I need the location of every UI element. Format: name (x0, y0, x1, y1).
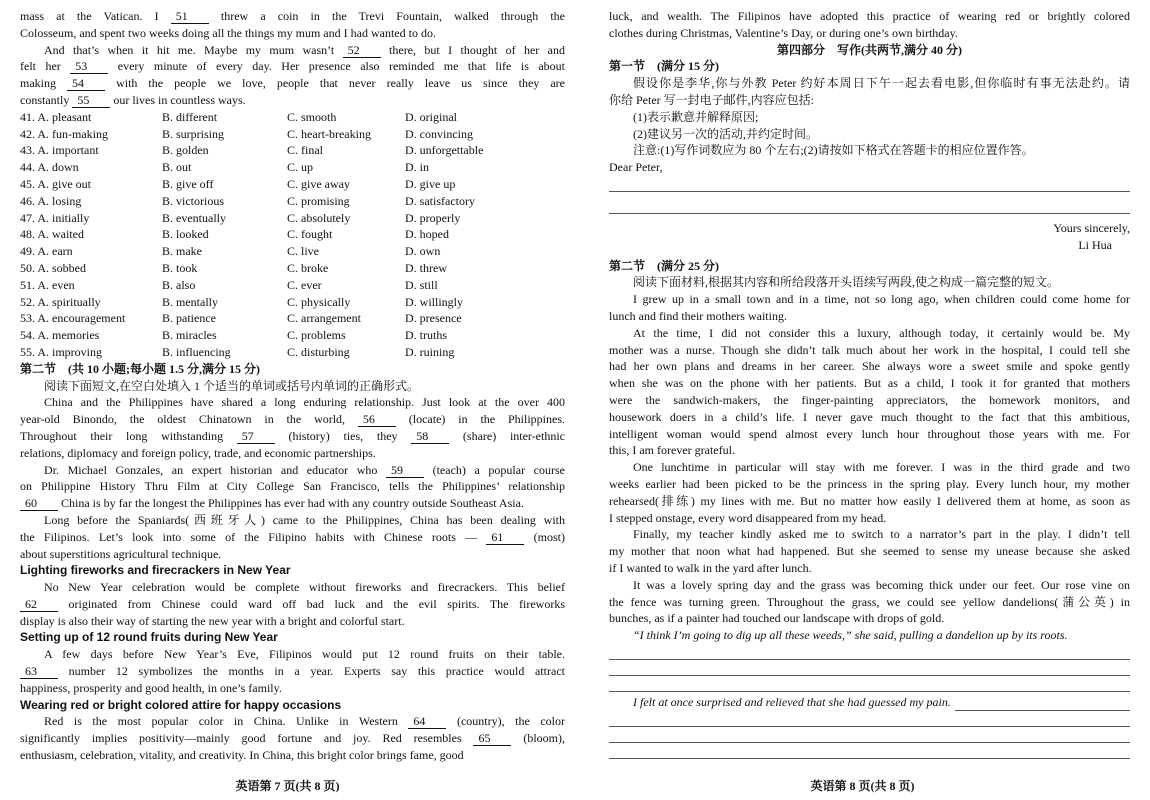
paragraph (20, 462, 565, 512)
text-segment: this, I am forever grateful. (609, 443, 735, 458)
writing-line (609, 676, 1130, 692)
paragraph (20, 579, 565, 629)
text-line (20, 596, 565, 613)
option-choice: D. presence (405, 311, 462, 326)
text-segment: It was a lovely spring day and the grass was becoming thick under our feet. Our rose vine on (633, 577, 1130, 592)
paragraph (20, 8, 565, 42)
option-row (20, 310, 565, 327)
text-segment: Throughout their long withstanding (20, 428, 237, 443)
text-segment: there, but I thought of her and (380, 42, 565, 57)
option-choice: C. broke (287, 260, 329, 275)
text-line (609, 543, 1130, 560)
option-row (20, 243, 565, 260)
text-line (609, 476, 1130, 493)
text-line (20, 579, 565, 596)
text-segment: A few days before New Year’s Eve, Filipinos would put 12 round fruits on their table. (44, 647, 565, 662)
option-choice: 43. A. important (20, 143, 99, 158)
text-segment: year-old Binondo, the oldest Chinatown in the world, (20, 412, 358, 427)
option-choice: B. different (162, 109, 218, 124)
text-segment: making (20, 76, 68, 91)
text-line (609, 442, 1130, 459)
option-choice: B. influencing (162, 344, 231, 359)
page-footer: 英语第 7 页(共 8 页) (235, 779, 340, 793)
text-line (609, 610, 1130, 627)
text-line (20, 646, 565, 663)
paragraph (20, 713, 565, 763)
option-choice: 52. A. spiritually (20, 294, 101, 309)
option-choice: C. ever (287, 277, 322, 292)
continuation-cue: I felt at once surprised and relieved that she had guessed my pain. (633, 694, 951, 709)
text-segment: At the time, I did not consider this a luxury, although today, it certainly would be. My (633, 325, 1130, 340)
text-segment: when she was on the phone with her patients. But as a child, I took it for granted that mothers (609, 376, 1130, 391)
text-segment: China and the Philippines have shared a long enduring relationship. Just look at the over 400 (44, 395, 565, 410)
option-choice: 49. A. earn (20, 244, 73, 259)
text-line (609, 325, 1130, 342)
text-line (609, 75, 1130, 92)
text-segment: Finally, my teacher kindly asked me to switch to a narrator’s part in the play. I didn’t tell (633, 527, 1130, 542)
option-choice: C. final (287, 143, 323, 158)
text-line (20, 75, 565, 92)
text-line (20, 92, 565, 109)
text-line (20, 747, 565, 764)
option-choice: C. promising (287, 193, 350, 208)
option-row (20, 210, 565, 227)
text-segment: Long before the Spaniards(西班牙人) came to the Philippines, China has been dealing with (44, 512, 565, 527)
text-line (609, 8, 1130, 25)
option-choice: C. up (287, 160, 314, 175)
text-segment: (country), the color (446, 714, 565, 729)
subheading: Setting up of 12 round fruits during New Year (20, 630, 278, 645)
option-row (20, 142, 565, 159)
text-segment: with the people we love, people that never really leave us since they are (105, 76, 565, 91)
option-row (20, 159, 565, 176)
blank-number: 58 (411, 430, 449, 444)
option-choice: D. satisfactory (405, 193, 475, 208)
text-line (609, 577, 1130, 594)
text-line (609, 459, 1130, 476)
paragraph (20, 42, 565, 109)
text-line (609, 594, 1130, 611)
option-choice: B. took (162, 260, 198, 275)
text-line (609, 560, 1130, 577)
writing-line (609, 743, 1130, 759)
text-segment: were the sandwich-makers, the finger-painting appreciators, the homework monitors, and (609, 392, 1130, 407)
option-choice: C. arrangement (287, 311, 361, 326)
section-instruction: 阅读下面材料,根据其内容和所给段落开头语续写两段,使之构成一篇完整的短文。 (633, 275, 1060, 290)
text-line (609, 25, 1130, 42)
option-choice: D. still (405, 277, 438, 292)
option-choice: 44. A. down (20, 160, 79, 175)
text-line (20, 546, 565, 563)
text-line (609, 358, 1130, 375)
option-choice: 45. A. give out (20, 176, 91, 191)
text-line (609, 392, 1130, 409)
paragraph (20, 394, 565, 461)
text-segment: relations, diplomacy and foreign policy, trade, and economic partnerships. (20, 445, 376, 460)
option-choice: D. in (405, 160, 429, 175)
paragraph (609, 291, 1130, 325)
option-choice: D. original (405, 109, 457, 124)
option-choice: 46. A. losing (20, 193, 82, 208)
writing-line (609, 660, 1130, 676)
subheading: Lighting fireworks and firecrackers in New Year (20, 563, 291, 578)
blank-number: 52 (343, 44, 381, 58)
option-choice: B. make (162, 244, 202, 259)
text-segment: if I wanted to walk in the yard after lunch. (609, 560, 812, 575)
option-choice: B. patience (162, 311, 216, 326)
text-segment: (bloom), (511, 731, 565, 746)
text-line (20, 713, 565, 730)
option-choice: B. looked (162, 227, 209, 242)
text-segment: (locate) in the Philippines. (395, 412, 565, 427)
text-line (20, 411, 565, 428)
text-line (20, 680, 565, 697)
task-point: (2)建议另一次的活动,并约定时间。 (633, 126, 818, 141)
text-segment: my mother that noon what had happened. But she seemed to sense my unease because she asked (609, 544, 1130, 559)
blank-number: 56 (358, 413, 396, 427)
option-choice: C. fought (287, 227, 333, 242)
text-line (20, 428, 565, 445)
writing-line (609, 198, 1130, 214)
text-segment: mother was a nurse. Though she didn’t talk much about her work in the hospital, I could tell she (609, 342, 1130, 357)
task-points (609, 109, 1130, 143)
option-choice: C. live (287, 244, 319, 259)
option-choice: D. own (405, 244, 441, 259)
text-line (609, 308, 1130, 325)
section-heading: 第一节 (满分 15 分) (609, 59, 719, 74)
option-choice: D. hoped (405, 227, 449, 242)
text-line (20, 529, 565, 546)
text-segment: Dr. Michael Gonzales, an expert historian and educator who (44, 462, 386, 477)
greeting: Dear Peter, (609, 160, 663, 175)
paragraph (609, 459, 1130, 526)
blank-number: 57 (237, 430, 275, 444)
option-choice: D. convincing (405, 126, 473, 141)
page-footer: 英语第 8 页(共 8 页) (810, 779, 915, 793)
text-segment: rehearsed(排练) my lines with me. But no matter how easily I delivered them at home, as soon as (609, 493, 1130, 508)
paragraph (20, 646, 565, 696)
option-choice: C. give away (287, 176, 350, 191)
blank-number: 54 (67, 77, 105, 91)
task-point: (1)表示歉意并解释原因; (633, 109, 759, 124)
text-line (20, 512, 565, 529)
text-segment: (share) inter-ethnic (449, 428, 565, 443)
text-segment: mass at the Vatican. I (20, 9, 171, 23)
text-segment: I grew up in a small town and in a time, not so long ago, when children could come home for (633, 292, 1130, 307)
option-choice: 48. A. waited (20, 227, 84, 242)
blank-number: 65 (473, 732, 511, 746)
text-segment: (history) ties, they (274, 428, 412, 443)
option-row (20, 327, 565, 344)
text-segment: constantly (20, 92, 73, 107)
cue-row (609, 694, 1130, 711)
text-segment: number 12 symbolizes the months in a year. Experts say this practice would attract (58, 664, 565, 679)
text-segment: One lunchtime in particular will stay with me forever. I was in the third grade and two (633, 460, 1130, 475)
option-choice: 42. A. fun-making (20, 126, 108, 141)
text-segment: the fence was turning green. Throughout the grass, we could see yellow dandelions(蒲公英) in (609, 594, 1130, 609)
option-choice: 47. A. initially (20, 210, 90, 225)
blank-number: 61 (486, 531, 524, 545)
text-segment: on Philippine History Thru Film at City College San Francisco, tells the Philippines’ relationship (20, 479, 565, 494)
option-choice: D. threw (405, 260, 447, 275)
text-line (20, 613, 565, 630)
blank-number: 60 (20, 497, 58, 511)
task-description (609, 75, 1130, 109)
text-segment: And that’s when it hit me. Maybe my mum wasn’t (44, 42, 343, 57)
text-line (20, 445, 565, 462)
paragraph (609, 577, 1130, 627)
text-segment: Colosseum, and spent two weeks doing all the things my mum and I had wanted to do. (20, 25, 436, 40)
writing-line (955, 698, 1130, 711)
text-line (20, 8, 565, 25)
option-choice: 53. A. encouragement (20, 311, 126, 326)
text-segment: about superstitions agricultural technique. (20, 546, 222, 561)
blank-number: 59 (386, 464, 424, 478)
blank-number: 64 (408, 715, 446, 729)
writing-line (609, 644, 1130, 660)
text-line (609, 493, 1130, 510)
option-choice: D. properly (405, 210, 461, 225)
option-row (20, 109, 565, 126)
text-segment: (teach) a popular course (423, 462, 565, 477)
option-choice: B. mentally (162, 294, 218, 309)
paragraph (609, 325, 1130, 459)
options-list (20, 109, 565, 361)
text-segment: (most) (524, 529, 565, 544)
text-segment: the Filipinos. Let’s look into some of the Filipino habits with Chinese roots — (20, 529, 487, 544)
text-segment: our lives in countless ways. (110, 92, 246, 107)
section-heading: 第二节 (满分 25 分) (609, 258, 719, 273)
text-line (609, 526, 1130, 543)
text-segment: enthusiasm, celebration, vitality, and creativity. In China, this bright color brings fame, good (20, 748, 464, 763)
text-segment: luck, and wealth. The Filipinos have adopted this practice of wearing red or brightly colored (609, 9, 1130, 23)
blank-number: 55 (72, 94, 110, 108)
text-segment: No New Year celebration would be complete without fireworks and firecrackers. This belief (44, 580, 565, 595)
text-segment: happiness, prosperity and good health, in one’s family. (20, 680, 282, 695)
option-choice: C. heart-breaking (287, 126, 371, 141)
option-choice: B. victorious (162, 193, 224, 208)
text-segment: clothes during Christmas, Valentine’s Day, or during one’s own birthday. (609, 25, 958, 40)
text-segment: had her own plans and dreams in her career. She always wore a sweet smile and spoke gently (609, 359, 1130, 374)
text-segment: 你给 Peter 写一封电子邮件,内容应包括: (609, 92, 814, 107)
option-choice: 41. A. pleasant (20, 109, 92, 124)
paragraph (20, 512, 565, 562)
option-choice: 54. A. memories (20, 328, 100, 343)
option-row (20, 126, 565, 143)
option-choice: C. disturbing (287, 344, 350, 359)
option-choice: C. physically (287, 294, 351, 309)
option-choice: B. eventually (162, 210, 226, 225)
blank-number: 51 (171, 10, 209, 24)
option-row (20, 294, 565, 311)
option-choice: B. golden (162, 143, 209, 158)
option-choice: 51. A. even (20, 277, 75, 292)
text-line (609, 409, 1130, 426)
option-row (20, 260, 565, 277)
option-choice: B. miracles (162, 328, 217, 343)
text-segment: significantly implies positivity—mainly good fortune and joy. Red resembles (20, 731, 474, 746)
text-line (20, 42, 565, 59)
section-heading: 第二节 (共 10 小题;每小题 1.5 分,满分 15 分) (20, 361, 260, 376)
text-segment: weeks earlier had been picked to be the princess in the spring play. Every lunch hour, my mother (609, 476, 1130, 491)
text-segment: 假设你是李华,你与外教 Peter 约好本周日下午一起去看电影,但你临时有事无法赴约。请 (633, 76, 1130, 91)
text-segment: lunch and find their mothers waiting. (609, 308, 787, 323)
option-choice: 50. A. sobbed (20, 260, 86, 275)
option-row (20, 226, 565, 243)
option-choice: B. out (162, 160, 192, 175)
option-choice: C. smooth (287, 109, 337, 124)
text-line (20, 495, 565, 512)
text-line (609, 510, 1130, 527)
page-8 (575, 0, 1150, 800)
writing-line (609, 711, 1130, 727)
option-choice: 55. A. improving (20, 344, 103, 359)
paragraph (609, 8, 1130, 42)
text-segment: bunches, as if a painter had touched our landscape with drops of gold. (609, 611, 945, 626)
writing-line (609, 176, 1130, 192)
text-line (20, 663, 565, 680)
option-choice: C. absolutely (287, 210, 351, 225)
blank-number: 53 (70, 60, 108, 74)
option-row (20, 176, 565, 193)
option-choice: C. problems (287, 328, 346, 343)
text-line (20, 25, 565, 42)
text-segment: threw a coin in the Trevi Fountain, walked through the (208, 9, 565, 23)
text-line (609, 375, 1130, 392)
option-choice: D. ruining (405, 344, 455, 359)
text-line (20, 58, 565, 75)
text-segment: housework doers in a child’s life. I never gave much thought to the fact that this ambitious, (609, 409, 1130, 424)
paragraph (609, 526, 1130, 576)
text-line (20, 730, 565, 747)
option-choice: B. also (162, 277, 196, 292)
blank-number: 62 (20, 598, 58, 612)
text-line (20, 478, 565, 495)
text-segment: felt her (20, 59, 71, 74)
closing: Yours sincerely, (1053, 220, 1130, 235)
task-note: 注意:(1)写作词数应为 80 个左右;(2)请按如下格式在答题卡的相应位置作答。 (633, 143, 1034, 158)
text-segment: Red is the most popular color in China. Unlike in Western (44, 714, 409, 729)
subheading: Wearing red or bright colored attire for happy occasions (20, 697, 342, 712)
option-choice: D. give up (405, 176, 456, 191)
continuation-cue: “I think I’m going to dig up all these weeds,” she said, pulling a dandelion up by its roots. (633, 628, 1068, 643)
blank-number: 63 (20, 665, 58, 679)
option-choice: D. unforgettable (405, 143, 484, 158)
text-segment: China is by far the longest the Philippines has ever had with any country outside Southeast Asia. (58, 496, 524, 511)
text-segment: every minute of every day. Her presence also reminded me that life is about (108, 59, 565, 74)
option-choice: B. give off (162, 176, 214, 191)
text-segment: intelligent woman would spend almost every lunch hour throughout those years with me. For (609, 426, 1130, 441)
text-line (20, 462, 565, 479)
option-choice: B. surprising (162, 126, 225, 141)
text-segment: I stepped onstage, every word disappeared from my head. (609, 510, 887, 525)
writing-line (609, 727, 1130, 743)
option-choice: D. willingly (405, 294, 464, 309)
text-line (609, 92, 1130, 109)
option-row (20, 277, 565, 294)
option-row (20, 344, 565, 361)
signature: Li Hua (1078, 237, 1112, 252)
text-segment: display is also their way of starting the new year with a bright and colorful start. (20, 613, 405, 628)
option-row (20, 193, 565, 210)
part-heading: 第四部分 写作(共两节,满分 40 分) (777, 42, 962, 57)
text-line (609, 291, 1130, 308)
text-segment: originated from Chinese could ward off bad luck and the evil spirits. The fireworks (58, 596, 565, 611)
text-line (609, 342, 1130, 359)
option-choice: D. truths (405, 328, 447, 343)
text-line (20, 394, 565, 411)
text-line (609, 426, 1130, 443)
section-instruction: 阅读下面短文,在空白处填入 1 个适当的单词或括号内单词的正确形式。 (44, 378, 420, 393)
